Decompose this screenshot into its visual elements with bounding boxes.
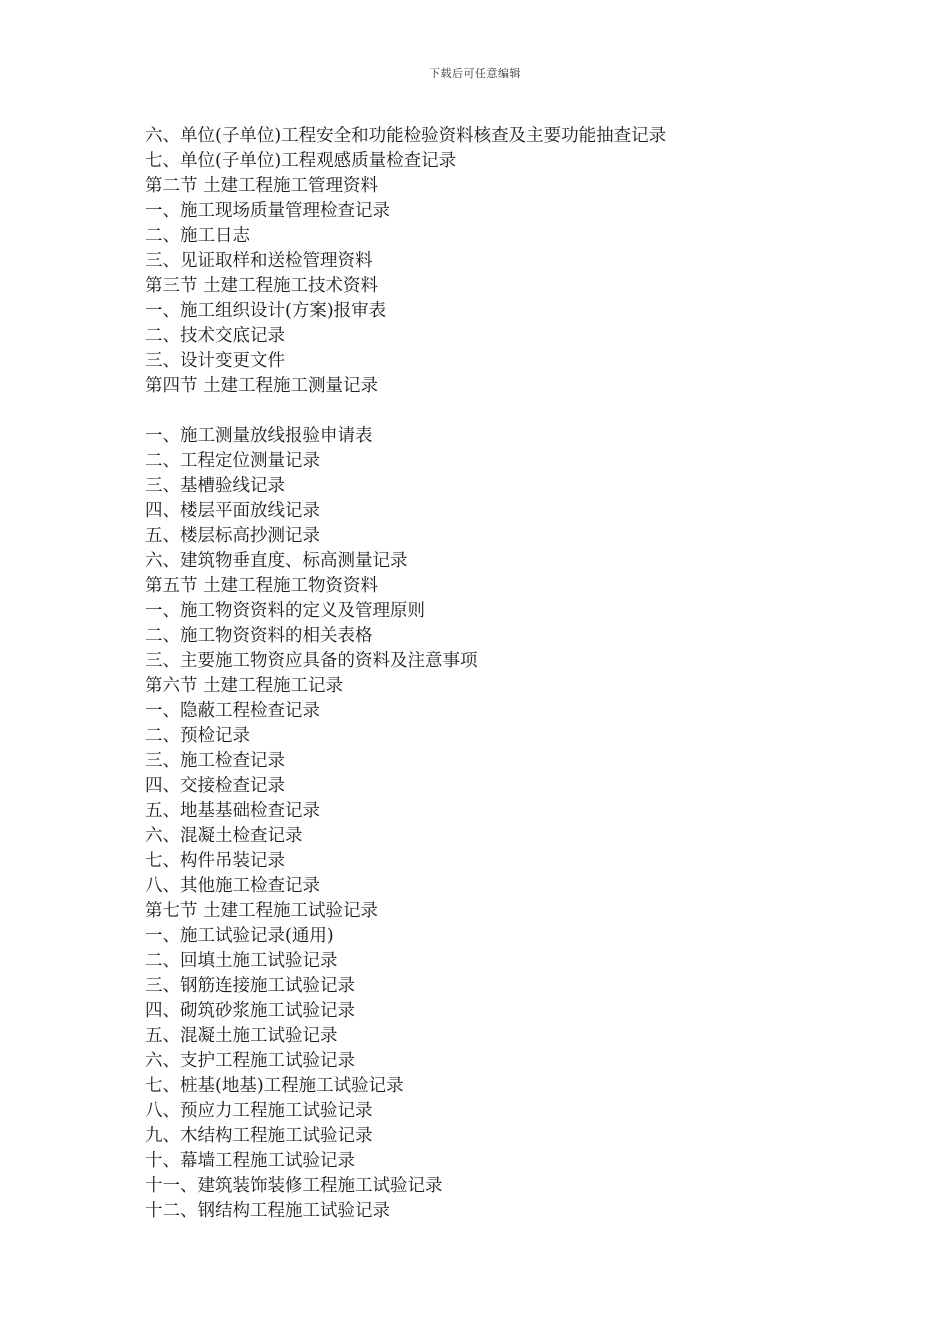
toc-line: 七、构件吊装记录	[145, 851, 285, 871]
toc-line: 七、桩基(地基)工程施工试验记录	[145, 1076, 404, 1096]
toc-line: 二、回填土施工试验记录	[145, 951, 338, 971]
toc-section-heading: 第七节 土建工程施工试验记录	[145, 901, 379, 921]
toc-line: 八、预应力工程施工试验记录	[145, 1101, 373, 1121]
toc-line: 十、幕墙工程施工试验记录	[145, 1151, 355, 1171]
toc-line: 一、施工试验记录(通用)	[145, 926, 334, 946]
toc-line: 一、施工组织设计(方案)报审表	[145, 301, 387, 321]
toc-line: 二、施工物资资料的相关表格	[145, 626, 373, 646]
toc-line: 二、技术交底记录	[145, 326, 285, 346]
toc-line: 十一、建筑装饰装修工程施工试验记录	[145, 1176, 443, 1196]
toc-section-heading: 第三节 土建工程施工技术资料	[145, 276, 379, 296]
toc-line: 五、楼层标高抄测记录	[145, 526, 320, 546]
toc-line: 五、混凝土施工试验记录	[145, 1026, 338, 1046]
toc-line: 二、工程定位测量记录	[145, 451, 320, 471]
toc-line: 三、施工检查记录	[145, 751, 285, 771]
toc-line: 三、见证取样和送检管理资料	[145, 251, 373, 271]
toc-line: 四、楼层平面放线记录	[145, 501, 320, 521]
toc-line: 六、支护工程施工试验记录	[145, 1051, 355, 1071]
toc-line: 二、预检记录	[145, 726, 250, 746]
toc-line: 二、施工日志	[145, 226, 250, 246]
toc-line: 三、钢筋连接施工试验记录	[145, 976, 355, 996]
table-of-contents	[145, 124, 905, 1224]
toc-line: 六、建筑物垂直度、标高测量记录	[145, 551, 408, 571]
toc-line: 十二、钢结构工程施工试验记录	[145, 1201, 390, 1221]
toc-line: 三、主要施工物资应具备的资料及注意事项	[145, 651, 478, 671]
toc-line: 六、单位(子单位)工程安全和功能检验资料核查及主要功能抽查记录	[145, 126, 667, 146]
toc-line: 六、混凝土检查记录	[145, 826, 303, 846]
toc-line: 三、基槽验线记录	[145, 476, 285, 496]
header-note: 下载后可任意编辑	[429, 67, 521, 80]
toc-section-heading: 第六节 土建工程施工记录	[145, 676, 344, 696]
toc-line: 四、砌筑砂浆施工试验记录	[145, 1001, 355, 1021]
toc-line: 八、其他施工检查记录	[145, 876, 320, 896]
blank-line	[145, 399, 905, 424]
toc-line: 四、交接检查记录	[145, 776, 285, 796]
toc-line: 五、地基基础检查记录	[145, 801, 320, 821]
toc-line: 三、设计变更文件	[145, 351, 285, 371]
toc-line: 一、隐蔽工程检查记录	[145, 701, 320, 721]
toc-line: 一、施工现场质量管理检查记录	[145, 201, 390, 221]
toc-section-heading: 第二节 土建工程施工管理资料	[145, 176, 379, 196]
toc-line: 七、单位(子单位)工程观感质量检查记录	[145, 151, 457, 171]
toc-line: 一、施工物资资料的定义及管理原则	[145, 601, 425, 621]
toc-section-heading: 第四节 土建工程施工测量记录	[145, 376, 379, 396]
toc-line: 一、施工测量放线报验申请表	[145, 426, 373, 446]
toc-section-heading: 第五节 土建工程施工物资资料	[145, 576, 379, 596]
toc-line: 九、木结构工程施工试验记录	[145, 1126, 373, 1146]
